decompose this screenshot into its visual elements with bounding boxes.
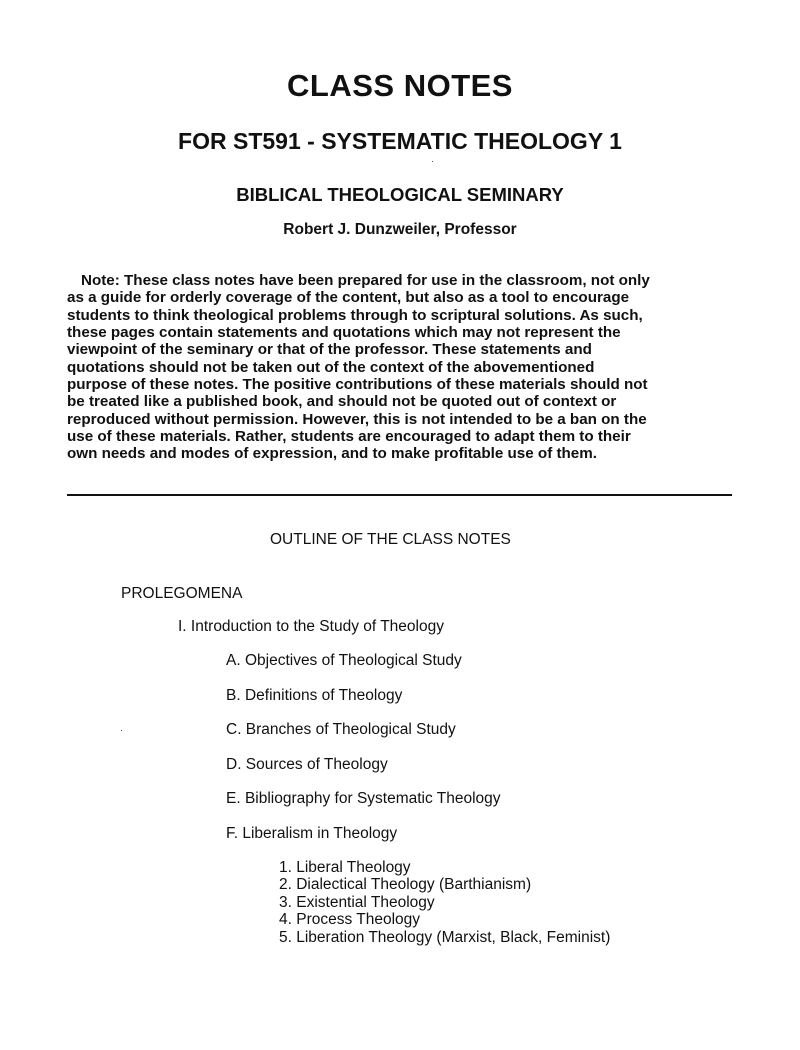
liberalism-sublist bbox=[279, 859, 610, 946]
outline-subitem-f: F. Liberalism in Theology bbox=[226, 825, 398, 842]
note-line: own needs and modes of expression, and to make profitable use of them. bbox=[67, 445, 597, 463]
outline-item-roman-1: I. Introduction to the Study of Theology bbox=[178, 618, 444, 635]
note-line: purpose of these notes. The positive contributions of these materials should not bbox=[67, 376, 648, 394]
liberalism-item: 1. Liberal Theology bbox=[279, 859, 411, 876]
note-line: viewpoint of the seminary or that of the professor. These statements and bbox=[67, 341, 592, 359]
horizontal-divider bbox=[67, 494, 732, 496]
liberalism-item: 2. Dialectical Theology (Barthianism) bbox=[279, 876, 532, 894]
scan-speck bbox=[121, 730, 122, 731]
scan-speck bbox=[432, 161, 433, 162]
outline-subitem-b: B. Definitions of Theology bbox=[226, 687, 403, 704]
liberalism-item: 3. Existential Theology bbox=[279, 893, 435, 911]
institution-name: BIBLICAL THEOLOGICAL SEMINARY bbox=[236, 184, 564, 205]
note-line: these pages contain statements and quotations which may not represent the bbox=[67, 324, 621, 342]
outline-subitem-a: A. Objectives of Theological Study bbox=[226, 652, 462, 669]
liberalism-item: 5. Liberation Theology (Marxist, Black, Feminist) bbox=[279, 928, 611, 946]
note-line: as a guide for orderly coverage of the content, but also as a tool to encourage bbox=[67, 289, 630, 307]
note-line: reproduced without permission. However, this is not intended to be a ban on the bbox=[67, 410, 647, 428]
note-line: students to think theological problems through to scriptural solutions. As such, bbox=[67, 306, 643, 324]
note-line: use of these materials. Rather, students are encouraged to adapt them to their bbox=[67, 428, 631, 446]
disclaimer-note bbox=[67, 272, 735, 463]
outline-subitem-c: C. Branches of Theological Study bbox=[226, 721, 456, 738]
section-prolegomena: PROLEGOMENA bbox=[121, 585, 243, 602]
course-subtitle: FOR ST591 - SYSTEMATIC THEOLOGY 1 bbox=[178, 128, 622, 154]
outline-subitem-e: E. Bibliography for Systematic Theology bbox=[226, 790, 501, 807]
liberalism-item: 4. Process Theology bbox=[279, 911, 421, 929]
note-line: be treated like a published book, and should not be quoted out of context or bbox=[67, 393, 617, 411]
outline-subitem-d: D. Sources of Theology bbox=[226, 756, 388, 773]
note-line: Note: These class notes have been prepared for use in the classroom, not only bbox=[81, 272, 650, 289]
outline-heading: OUTLINE OF THE CLASS NOTES bbox=[270, 531, 511, 548]
document-title: CLASS NOTES bbox=[287, 68, 513, 103]
professor-name: Robert J. Dunzweiler, Professor bbox=[283, 221, 517, 238]
note-line: quotations should not be taken out of the context of the abovementioned bbox=[67, 358, 595, 376]
